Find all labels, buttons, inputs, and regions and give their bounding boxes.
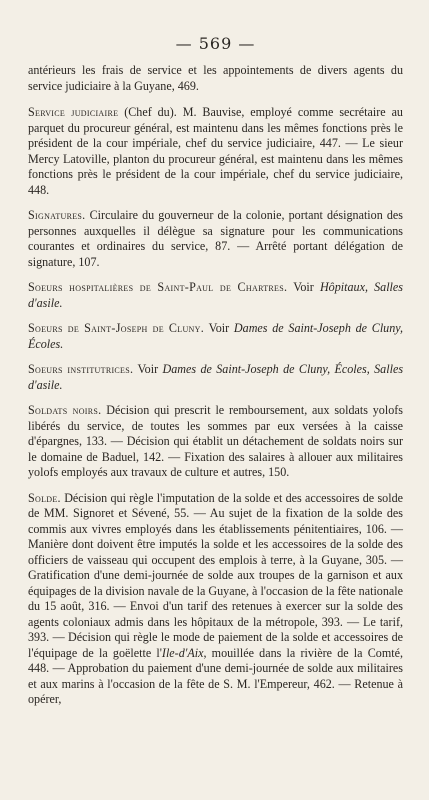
index-entry-solde [28,491,403,708]
entry-cross-reference: Hôpitaux, Salles d'asile. [28,280,403,310]
entry-heading: Soldats noirs. [28,403,102,417]
page-number: — 569 — [175,34,256,53]
index-entry-soeurs-saint-joseph [28,321,403,352]
entry-text: Décision qui règle l'imputation de la solde et des accessoires de solde de MM. Signoret et Sévené, 55. — Au sujet de la fixation de la solde des commis aux vivres employés dans les établissements pénitentiaires, 106. — Manière dont doivent être imputés la solde et les accessoires de la solde des officiers de vaisseau qui occupent des emplois à terre, à la Guyane, 305. — Gratification d'une demi-journée de solde aux troupes de la garnison et aux équipages de la division navale de la Guyane, à l'occasion de la fête nationale du 15 août, 316. — Envoi d'un tarif des retenues à exercer sur la solde des agents coloniaux admis dans les hôpitaux de la métropole, 393. — Le tarif, 393. — Décision qui règle le mode de paiement de la solde et accessoires de l'équipage de la goëlette l' [28,490,403,660]
entry-text: Circulaire du gouverneur de la colonie, portant désignation des personnes auxquelles il délègue sa signature pour les communications courantes et ordinaires du service, 87. — Arrêté portant délégation de signature, 107. [28,208,403,269]
entry-text: Voir [204,321,234,335]
entry-cross-reference: Dames de Saint-Joseph de Cluny, Écoles. [28,321,403,351]
entry-cross-reference: Dames de Saint-Joseph de Cluny, Écoles, Salles d'asile. [28,362,404,392]
entry-text: Voir [287,280,320,294]
entry-heading: Service judiciaire [28,105,119,119]
index-entry-soldats-noirs [28,403,403,481]
entry-heading: Signatures. [28,208,86,222]
entry-text: antérieurs les frais de service et les appointements de divers agents du service judiciaire à la Guyane, 469. [28,63,403,93]
entry-heading: Solde. [28,490,61,505]
entry-text: Voir [133,362,163,376]
index-entry-soeurs-institutrices [28,362,403,393]
index-entry-soeurs-hospitalieres [28,280,403,311]
entry-heading: Soeurs hospitalières de Saint-Paul de Chartres. [28,280,288,294]
entry-heading: Soeurs de Saint-Joseph de Cluny. [28,321,205,335]
entry-heading: Soeurs institutrices. [28,362,134,376]
index-entry-service-judiciaire [28,105,403,198]
ship-name: Ile-d'Aix [161,645,204,660]
entry-text: Décision qui prescrit le remboursement, aux soldats yolofs libérés du service, de toutes les sommes par eux versées à la caisse d'épargnes, 133. — Décision qui établit un détachement de soldats noirs sur le domaine de Baduel, 142. — Fixation des salaires à allouer aux militaires yolofs employés aux travaux de culture et autres, 150. [28,403,403,479]
entry-text: (Chef du). M. Bauvise, employé comme secrétaire au parquet du procureur général, est maintenu dans les mêmes fonctions près le président de la cour impériale, chef du service judiciaire, 447. — Le sieur Mercy Latoville, planton du procureur général, est maintenu dans les mêmes fonctions près le président de la cour impériale, chef du service judiciaire, 448. [28,105,403,197]
index-entry-signatures [28,208,403,270]
entry-text-tail: , mouillée dans la rivière de la Comté, 448. — Approbation du paiement d'une demi-journée de solde aux militaires et aux marins à l'occasion de la fête de S. M. l'Empereur, 462. — Retenue à opérer, [28,645,403,706]
index-entry-continuation [28,63,403,94]
